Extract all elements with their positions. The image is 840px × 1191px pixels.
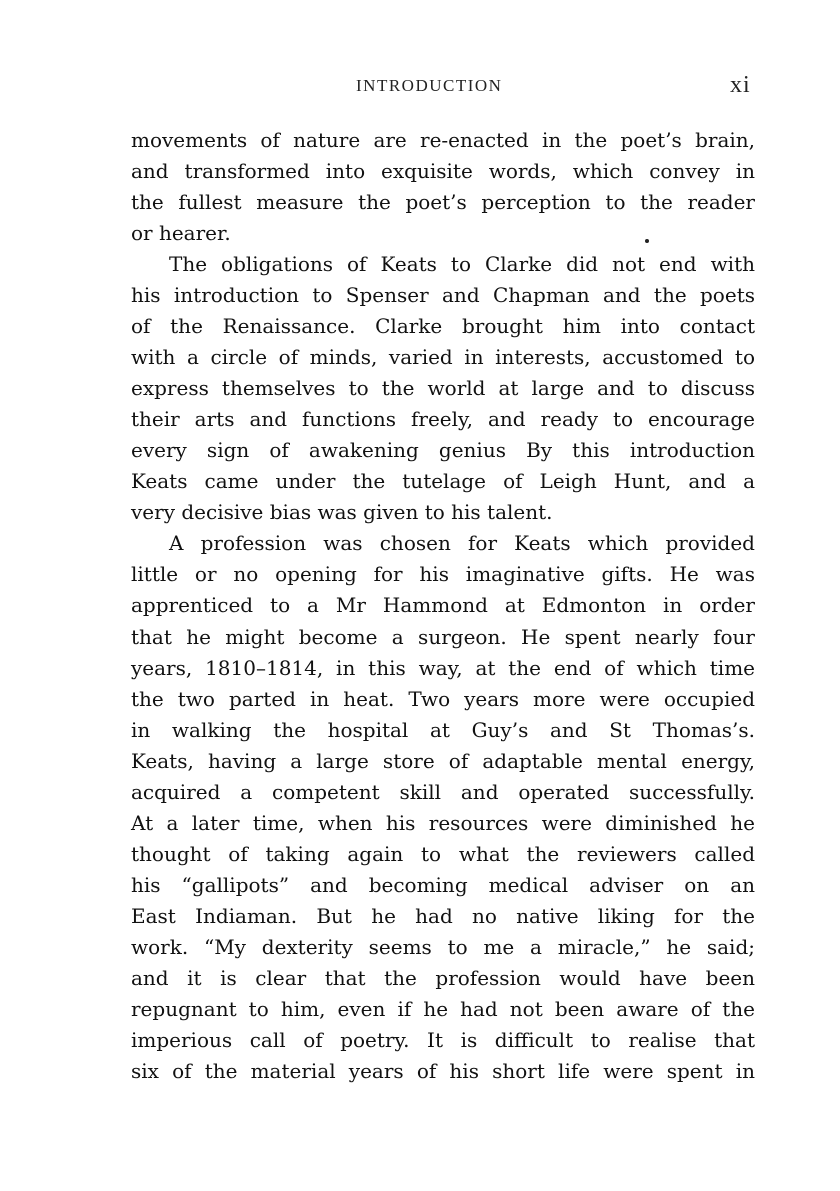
body-text: [131, 125, 755, 1087]
text-line: his introduction to Spenser and Chapman and the poets: [131, 283, 755, 308]
text-line: and transformed into exquisite words, which convey in: [131, 159, 755, 184]
text-line: his “gallipots” and becoming medical adviser on an: [131, 872, 755, 897]
page-number: xi: [730, 72, 751, 98]
running-head: [0, 72, 840, 102]
text-line: very decisive bias was given to his talent.: [131, 500, 553, 525]
text-line: Keats, having a large store of adaptable mental energy,: [131, 748, 755, 773]
text-line: thought of taking again to what the reviewers called: [131, 841, 755, 866]
text-line: in walking the hospital at Guy’s and St Thomas’s.: [131, 717, 755, 742]
text-line: every sign of awakening genius By this introduction: [131, 438, 755, 463]
text-line: A profession was chosen for Keats which provided: [169, 531, 755, 556]
text-line: six of the material years of his short life were spent in: [131, 1058, 755, 1083]
text-line: At a later time, when his resources were diminished he: [131, 810, 755, 835]
text-line: the two parted in heat. Two years more were occupied: [131, 686, 755, 711]
text-line: The obligations of Keats to Clarke did not end with: [169, 252, 755, 277]
text-line: little or no opening for his imaginative gifts. He was: [131, 562, 755, 587]
text-line: their arts and functions freely, and ready to encourage: [131, 407, 755, 432]
text-line: movements of nature are re-enacted in the poet’s brain,: [131, 128, 755, 152]
text-line: that he might become a surgeon. He spent nearly four: [131, 624, 755, 649]
text-line: and it is clear that the profession would have been: [131, 965, 755, 990]
text-line: apprenticed to a Mr Hammond at Edmonton in order: [131, 593, 755, 618]
text-line: the fullest measure the poet’s perception to the reader: [131, 190, 755, 215]
text-line: imperious call of poetry. It is difficult to realise that: [131, 1027, 755, 1052]
running-title: INTRODUCTION: [356, 76, 503, 95]
text-line: or hearer.: [131, 221, 231, 246]
text-line: Keats came under the tutelage of Leigh Hunt, and a: [131, 469, 755, 494]
text-line: repugnant to him, even if he had not been aware of the: [131, 996, 755, 1021]
text-line: years, 1810–1814, in this way, at the end of which time: [131, 655, 755, 680]
text-line: East Indiaman. But he had no native liking for the: [131, 903, 755, 928]
text-line: work. “My dexterity seems to me a miracle,” he said;: [131, 934, 755, 959]
text-line: express themselves to the world at large and to discuss: [131, 376, 755, 401]
text-line: acquired a competent skill and operated successfully.: [131, 779, 755, 804]
text-line: of the Renaissance. Clarke brought him into contact: [131, 314, 755, 339]
text-line: with a circle of minds, varied in interests, accustomed to: [131, 345, 755, 370]
